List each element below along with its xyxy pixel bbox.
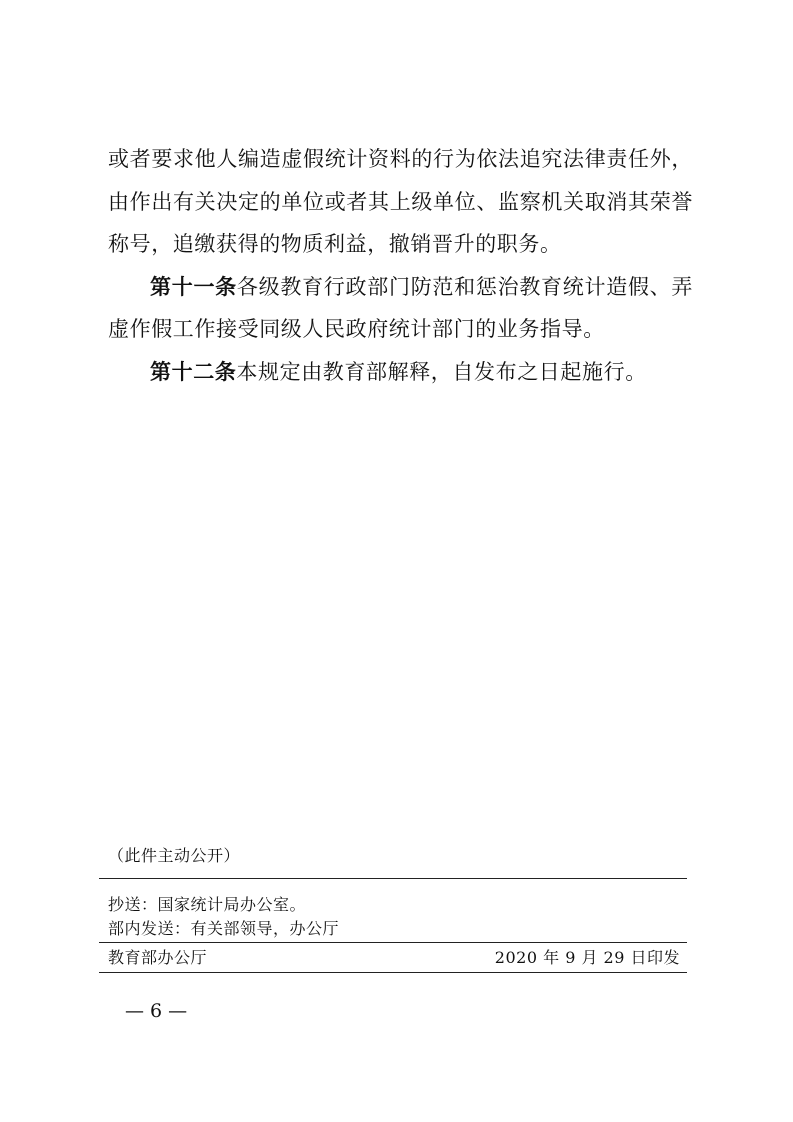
footer-rule-top [99, 878, 687, 879]
issuer: 教育部办公厅 [108, 948, 208, 967]
footer-rule-bottom [99, 972, 687, 973]
article-12-text: 本规定由教育部解释，自发布之日起施行。 [236, 359, 647, 384]
disclosure-note: （此件主动公开） [108, 846, 241, 865]
issuer-row [108, 945, 680, 968]
body-text [108, 138, 693, 394]
article-number-11: 第十一条 [150, 274, 237, 299]
page-number: — 6 — [125, 1000, 188, 1022]
internal-distribution-line: 部内发送：有关部领导，办公厅 [108, 919, 340, 938]
cc-line: 抄送：国家统计局办公室。 [108, 895, 307, 914]
article-11-text: 各级教育行政部门防范和惩治教育统计造假、弄虚作假工作接受同级人民政府统计部门的业务指导。 [108, 274, 693, 342]
paragraph-article-11 [108, 266, 693, 351]
footer-rule-middle [99, 942, 687, 943]
article-number-12: 第十二条 [150, 359, 237, 384]
paragraph-continuation: 或者要求他人编造虚假统计资料的行为依法追究法律责任外，由作出有关决定的单位或者其上级单位、监察机关取消其荣誉称号，追缴获得的物质利益，撤销晋升的职务。 [108, 147, 693, 257]
paragraph-article-12 [108, 351, 693, 394]
issue-date: 2020 年 9 月 29 日印发 [494, 948, 680, 967]
